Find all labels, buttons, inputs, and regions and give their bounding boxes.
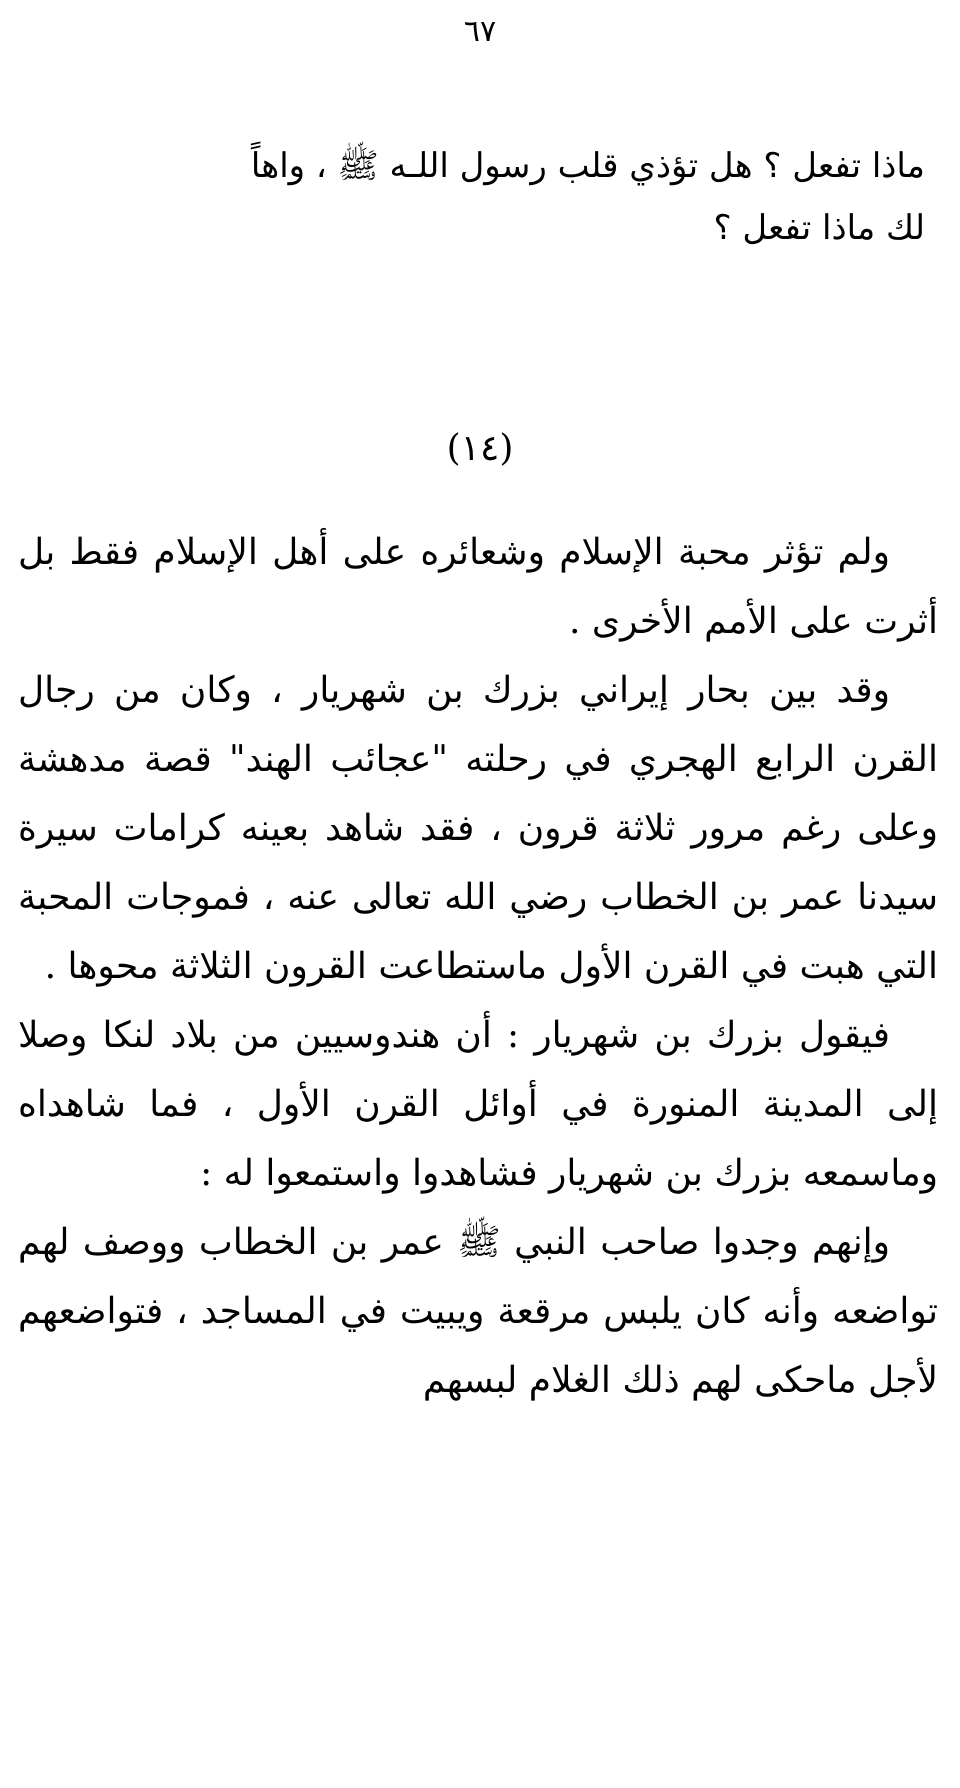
- body-text: [18, 518, 938, 1415]
- intro-line: لك ماذا تفعل ؟: [713, 208, 925, 248]
- section-heading: (١٤): [446, 428, 514, 469]
- paragraph: فيقول بزرك بن شهريار : أن هندوسيين من بلاد لنكا وصلا إلى المدينة المنورة في أوائل القرن الأول ، فما شاهداه وماسمعه بزرك بن شهريار فشاهدوا واستمعوا له :: [18, 1015, 939, 1194]
- page-number: ٦٧: [463, 14, 497, 49]
- intro-line: ماذا تفعل ؟ هل تؤذي قلب رسول اللـه ﷺ ، واهاً: [250, 146, 925, 186]
- paragraph: وقد بين بحار إيراني بزرك بن شهريار ، وكان من رجال القرن الرابع الهجري في رحلته "عجائب الهند" قصة مدهشة وعلى رغم مرور ثلاثة قرون ، فقد شاهد بعينه كرامات سيرة سيدنا عمر بن الخطاب رضي الله تعالى عنه ، فموجات المحبة التي هبت في القرن الأول ماستطاعت القرون الثلاثة محوها .: [18, 670, 938, 987]
- intro-passage: [205, 135, 925, 259]
- paragraph: وإنهم وجدوا صاحب النبي ﷺ عمر بن الخطاب ووصف لهم تواضعه وأنه كان يلبس مرقعة ويبيت في المساجد ، فتواضعهم لأجل ماحكى لهم ذلك الغلام لبسهم: [18, 1222, 938, 1401]
- paragraph: ولم تؤثر محبة الإسلام وشعائره على أهل الإسلام فقط بل أثرت على الأمم الأخرى .: [18, 532, 938, 642]
